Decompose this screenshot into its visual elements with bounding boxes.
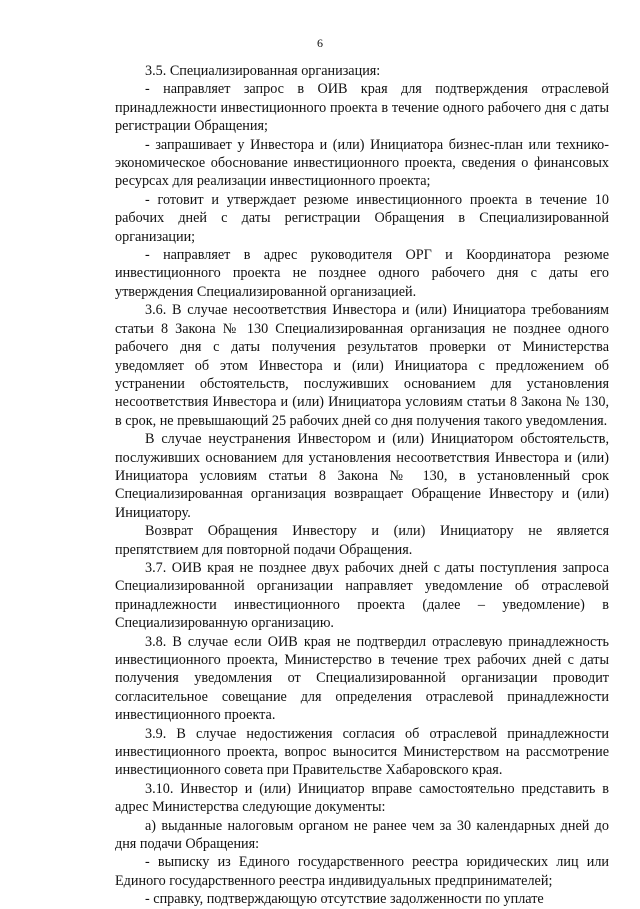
paragraph-3-6-continued: В случае неустранения Инвестором и (или) Инициатором обстоятельств, послуживших основанием для установления несоответствия Инвестора и (или) Инициатора условиям статьи 8 Закона № 130, в установленный срок Специализированная организация возвращает Обращение Инвестору и (или) Инициатору. bbox=[115, 431, 609, 521]
paragraph-3-5-item: - направляет запрос в ОИВ края для подтверждения отраслевой принадлежности инвестиционного проекта в течение одного рабочего дня с даты регистрации Обращения; bbox=[115, 81, 609, 135]
paragraph-3-10-item: - выписку из Единого государственного реестра юридических лиц или Единого государственного реестра индивидуальных предпринимателей; bbox=[115, 854, 609, 889]
paragraph-3-5-item: - готовит и утверждает резюме инвестиционного проекта в течение 10 рабочих дней с даты регистрации Обращения в Специализированной организации; bbox=[115, 191, 609, 245]
paragraph-3-10-a: а) выданные налоговым органом не ранее чем за 30 календарных дней до дня подачи Обращения: bbox=[115, 817, 609, 853]
paragraph-3-5-item: - направляет в адрес руководителя ОРГ и Координатора резюме инвестиционного проекта не позднее одного рабочего дня с даты его утверждения Специализированной организацией. bbox=[115, 247, 609, 300]
paragraph-3-8: 3.8. В случае если ОИВ края не подтвердил отраслевую принадлежность инвестиционного проекта, Министерство в течение трех рабочих дней с даты получения уведомления от Специализированной организации проводит согласительное совещание для определения отраслевой принадлежности инвестиционного проекта. bbox=[115, 633, 609, 724]
paragraph-3-10-item: - справку, подтверждающую отсутствие задолженности по уплате bbox=[145, 891, 544, 908]
paragraph-3-5-item: - запрашивает у Инвестора и (или) Инициатора бизнес-план или технико-экономическое обоснование инвестиционного проекта, сведения о финансовых ресурсах для реализации инвестиционного проекта; bbox=[115, 136, 609, 190]
page-number: 6 bbox=[317, 36, 323, 50]
paragraph-3-7: 3.7. ОИВ края не позднее двух рабочих дней с даты поступления запроса Специализированной организации направляет уведомление об отраслевой принадлежности инвестиционного проекта (далее – уведомление) в Специализированную организацию. bbox=[115, 559, 609, 632]
paragraph-3-6-return: Возврат Обращения Инвестору и (или) Инициатору не является препятствием для повторной подачи Обращения. bbox=[115, 523, 609, 558]
paragraph-3-10: 3.10. Инвестор и (или) Инициатор вправе самостоятельно представить в адрес Министерства следующие документы: bbox=[115, 780, 609, 816]
paragraph-3-6: 3.6. В случае несоответствия Инвестора и (или) Инициатора требованиям статьи 8 Закона № 130 Специализированная организация не позднее одного рабочего дня с даты получения результатов проверки от Министерства уведомляет об этом Инвестора и (или) Инициатора с предложением об устранении обстоятельств, послуживших основанием для установления несоответствия Инвестора и (или) Инициатора условиям статьи 8 Закона № 130, в срок, не превышающий 25 рабочих дней со дня получения такого уведомления. bbox=[115, 302, 609, 429]
paragraph-3-5: 3.5. Специализированная организация: bbox=[145, 63, 381, 79]
document-body bbox=[115, 62, 609, 909]
paragraph-3-9: 3.9. В случае недостижения согласия об отраслевой принадлежности инвестиционного проекта, вопрос выносится Министерством на рассмотрение инвестиционного совета при Правительстве Хабаровского края. bbox=[115, 725, 609, 779]
